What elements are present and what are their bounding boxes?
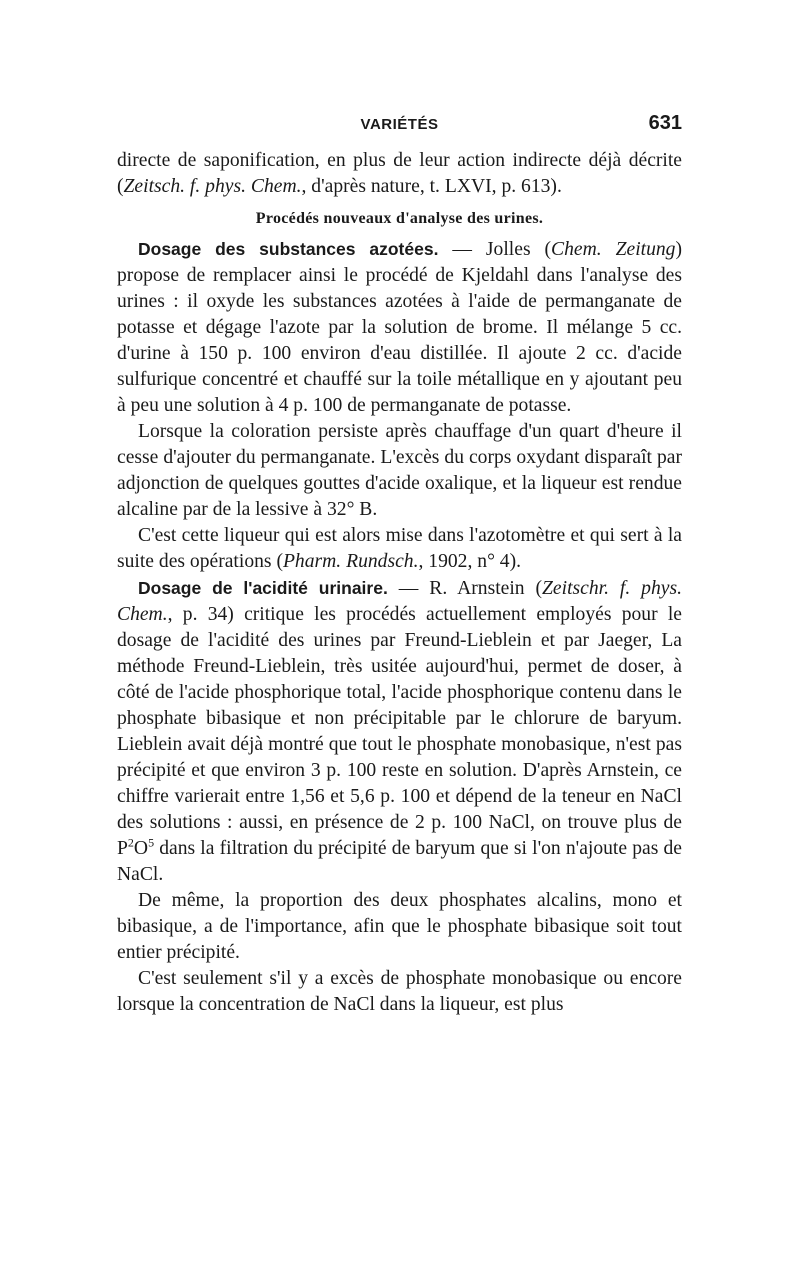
paragraph-phosphates: De même, la proportion des deux phosphates alcalins, mono et bibasique, a de l'importance, afin que le phosphate bibasique soit tout entier précipité.	[117, 890, 682, 963]
running-title: VARIÉTÉS	[360, 116, 439, 133]
paragraph-monobasique: C'est seulement s'il y a excès de phosphate monobasique ou encore lorsque la concentration de NaCl dans la liqueur, est plus	[117, 968, 682, 1015]
citation: Chem. Zeitung	[551, 239, 676, 260]
paragraph-dosage-azote: Dosage des substances azotées. — Jolles (Chem. Zeitung) propose de remplacer ainsi le procédé de Kjeldahl dans l'analyse des urines : il oxyde les substances azotées à l'aide de permanganate de potasse et dégage l'azote par la solution de brome. Il mélange 5 cc. d'urine à 150 p. 100 environ d'eau distillée. Il ajoute 2 cc. d'acide sulfurique concentré et chauffé sur la toile métallique en y ajoutant peu à peu une solution à 4 p. 100 de permanganate de potasse.	[117, 239, 683, 416]
run-in-heading: Dosage de l'acidité urinaire.	[138, 578, 388, 598]
paragraph-azotometre: C'est cette liqueur qui est alors mise dans l'azotomètre et qui sert à la suite des opérations (Pharm. Rundsch., 1902, n° 4).	[117, 525, 682, 572]
citation: Pharm. Rundsch.	[282, 551, 419, 572]
paragraph-dosage-acidite: Dosage de l'acidité urinaire. — R. Arnstein (Zeitschr. f. phys. Chem., p. 34) critique les procédés actuellement employés pour le dosage de l'acidité des urines par Freund-Lieblein et par Jaeger, La méthode Freund-Lieblein, très usitée aujourd'hui, permet de doser, à côté de l'acide phosphorique total, l'acide phosphorique contenu dans le phosphate bibasique et non précipitable par le chlorure de baryum. Lieblein avait déjà montré que tout le phosphate monobasique, n'est pas précipité et que environ 3 p. 100 reste en solution. D'après Arnstein, ce chiffre varierait entre 1,56 et 5,6 p. 100 et dépend de la teneur en NaCl des solutions : aussi, en présence de 2 p. 100 NaCl, on trouve plus de $P^2O^5$ dans la filtration du précipité de baryum que si l'on n'ajoute pas de NaCl.	[117, 578, 682, 885]
citation: Zeitsch. f. phys. Chem.	[123, 176, 302, 197]
citation: Zeitschr. f. phys. Chem.	[117, 578, 682, 625]
body-text	[117, 148, 682, 1018]
paragraph-continuation: directe de saponification, en plus de leur action indirecte déjà décrite (Zeitsch. f. phys. Chem., d'après nature, t. LXVI, p. 613).	[117, 150, 682, 197]
run-in-heading: Dosage des substances azotées.	[138, 239, 439, 259]
section-heading: Procédés nouveaux d'analyse des urines.	[255, 210, 544, 227]
running-head	[117, 112, 682, 142]
paragraph-coloration: Lorsque la coloration persiste après chauffage d'un quart d'heure il cesse d'ajouter du permanganate. L'excès du corps oxydant disparaît par adjonction de quelques gouttes d'acide oxalique, et la liqueur est rendue alcaline par de la lessive à 32° B.	[117, 421, 682, 520]
page-number: 631	[648, 112, 682, 134]
